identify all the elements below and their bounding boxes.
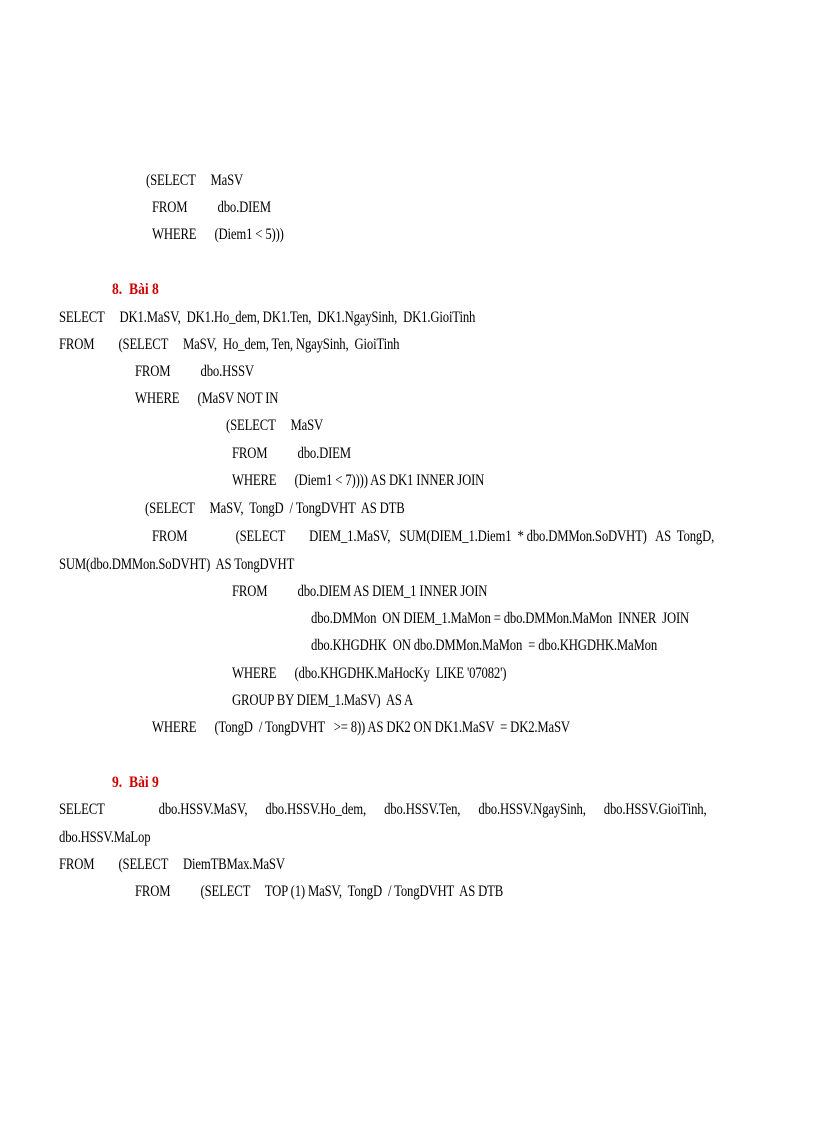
code-line: FROM dbo.HSSV: [135, 363, 254, 380]
code-line: GROUP BY DIEM_1.MaSV) AS A: [232, 692, 414, 709]
code-line: dbo.DMMon ON DIEM_1.MaMon = dbo.DMMon.MaMon INNER JOIN: [311, 610, 690, 627]
code-line: WHERE (MaSV NOT IN: [135, 390, 279, 407]
code-line: FROM (SELECT DIEM_1.MaSV, SUM(DIEM_1.Diem1 * dbo.DMMon.SoDVHT) AS TongD,: [152, 528, 715, 545]
code-line: SELECT dbo.HSSV.MaSV, dbo.HSSV.Ho_dem, dbo.HSSV.Ten, dbo.HSSV.NgaySinh, dbo.HSSV.GioiTinh,: [59, 801, 707, 818]
code-line: (SELECT MaSV: [226, 417, 324, 434]
code-line: FROM dbo.DIEM: [152, 199, 271, 216]
code-line: dbo.KHGDHK ON dbo.DMMon.MaMon = dbo.KHGDHK.MaMon: [311, 637, 658, 654]
code-line: WHERE (Diem1 < 7)))) AS DK1 INNER JOIN: [232, 472, 485, 489]
section-heading-bai-8: 8. Bài 8: [112, 281, 159, 298]
code-line: (SELECT MaSV: [146, 172, 244, 189]
code-line: FROM (SELECT MaSV, Ho_dem, Ten, NgaySinh, GioiTinh: [59, 336, 400, 353]
code-line: dbo.HSSV.MaLop: [59, 829, 151, 846]
code-line: FROM (SELECT TOP (1) MaSV, TongD / TongDVHT AS DTB: [135, 883, 504, 900]
code-line: (SELECT MaSV, TongD / TongDVHT AS DTB: [145, 500, 405, 517]
section-heading-bai-9: 9. Bài 9: [112, 774, 159, 791]
code-line: WHERE (dbo.KHGDHK.MaHocKy LIKE '07082'): [232, 665, 507, 682]
code-line: FROM dbo.DIEM AS DIEM_1 INNER JOIN: [232, 583, 488, 600]
code-line: WHERE (TongD / TongDVHT >= 8)) AS DK2 ON DK1.MaSV = DK2.MaSV: [152, 719, 570, 736]
code-line: SELECT DK1.MaSV, DK1.Ho_dem, DK1.Ten, DK1.NgaySinh, DK1.GioiTinh: [59, 309, 476, 326]
code-line: SUM(dbo.DMMon.SoDVHT) AS TongDVHT: [59, 556, 295, 573]
code-line: FROM (SELECT DiemTBMax.MaSV: [59, 856, 285, 873]
code-line: FROM dbo.DIEM: [232, 445, 351, 462]
code-line: WHERE (Diem1 < 5))): [152, 226, 284, 243]
